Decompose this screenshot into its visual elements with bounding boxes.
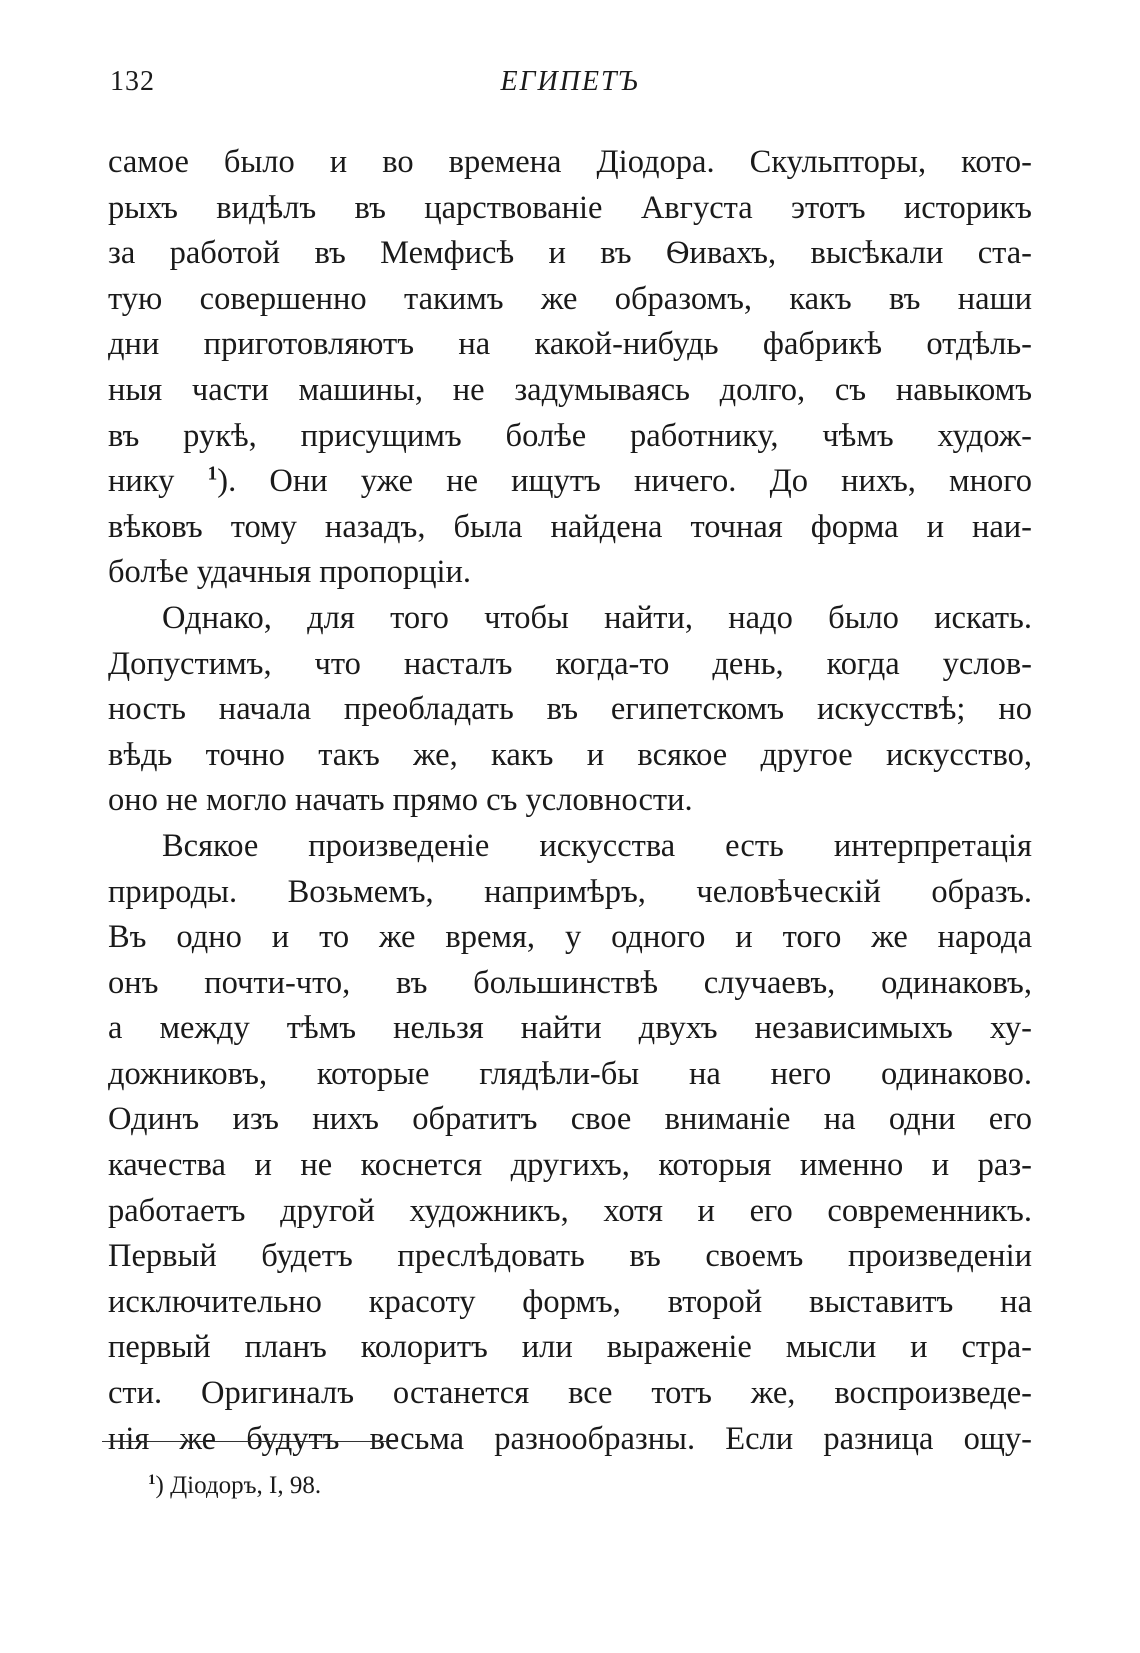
text-line: дни приготовляютъ на какой-нибудь фабрикѣ отдѣль-	[108, 326, 1032, 363]
text-line: оно не могло начать прямо съ условности.	[108, 782, 693, 819]
text-line: дожниковъ, которые глядѣли-бы на него одинаково.	[108, 1055, 1032, 1092]
text-line: исключительно красоту формъ, второй выставитъ на	[108, 1283, 1032, 1320]
text-line: сти. Оригиналъ останется все тотъ же, воспроизведе-	[108, 1375, 1032, 1412]
page-header	[110, 66, 1030, 106]
footnote	[148, 1472, 321, 1500]
text-line: первый планъ колоритъ или выраженіе мысли и стра-	[108, 1329, 1032, 1366]
text-line: качества и не коснется другихъ, которыя именно и раз-	[108, 1147, 1032, 1184]
footnote-divider	[102, 1441, 398, 1442]
text-line: ныя части машины, не задумываясь долго, съ навыкомъ	[108, 371, 1032, 408]
text-line: Въ одно и то же время, у одного и того же народа	[108, 919, 1032, 956]
body-text	[108, 140, 1032, 1462]
footnote-text: ) Діодоръ, I, 98.	[155, 1472, 322, 1499]
text-line: природы. Возьмемъ, напримѣръ, человѣческій образъ.	[108, 873, 1032, 910]
running-head: ЕГИПЕТЪ	[500, 66, 640, 97]
text-line: а между тѣмъ нельзя найти двухъ независимыхъ ху-	[108, 1010, 1032, 1047]
text-line: Допустимъ, что насталъ когда-то день, когда услов-	[108, 645, 1032, 682]
text-line: нія же будутъ весьма разнообразны. Если разница ощу-	[108, 1420, 1032, 1457]
text-line: въ рукѣ, присущимъ болѣе работнику, чѣмъ худож-	[108, 417, 1032, 454]
text-line-with-footnote-ref	[108, 459, 1032, 505]
text-line: онъ почти-что, въ большинствѣ случаевъ, одинаковъ,	[108, 964, 1032, 1001]
text-line: Одинъ изъ нихъ обратитъ свое вниманіе на одни его	[108, 1101, 1032, 1138]
footnote-marker: 1	[148, 1472, 156, 1488]
text-fragment: нику	[108, 463, 175, 500]
text-fragment: ). Они уже не ищутъ ничего. До нихъ, много	[217, 463, 1032, 500]
text-line: самое было и во времена Діодора. Скульпторы, кото-	[108, 144, 1032, 180]
footnote-reference[interactable]: 1	[207, 463, 218, 485]
text-line: Первый будетъ преслѣдовать въ своемъ произведеніи	[108, 1238, 1032, 1275]
text-line: рыхъ видѣлъ въ царствованіе Августа этотъ историкъ	[108, 189, 1032, 226]
text-line: вѣдь точно такъ же, какъ и всякое другое искусство,	[108, 736, 1032, 773]
text-line: ность начала преобладать въ египетскомъ искусствѣ; но	[108, 691, 1032, 728]
text-line: болѣе удачныя пропорціи.	[108, 554, 472, 591]
text-line: работаетъ другой художникъ, хотя и его современникъ.	[108, 1192, 1032, 1229]
text-line: Однако, для того чтобы найти, надо было искать.	[162, 599, 1032, 636]
text-line: вѣковъ тому назадъ, была найдена точная форма и наи-	[108, 508, 1032, 545]
page-number: 132	[110, 66, 155, 97]
text-line: тую совершенно такимъ же образомъ, какъ въ наши	[108, 280, 1032, 317]
text-line: за работой въ Мемфисѣ и въ Ѳивахъ, высѣкали ста-	[108, 235, 1032, 272]
text-line: Всякое произведеніе искусства есть интерпретація	[162, 827, 1032, 864]
